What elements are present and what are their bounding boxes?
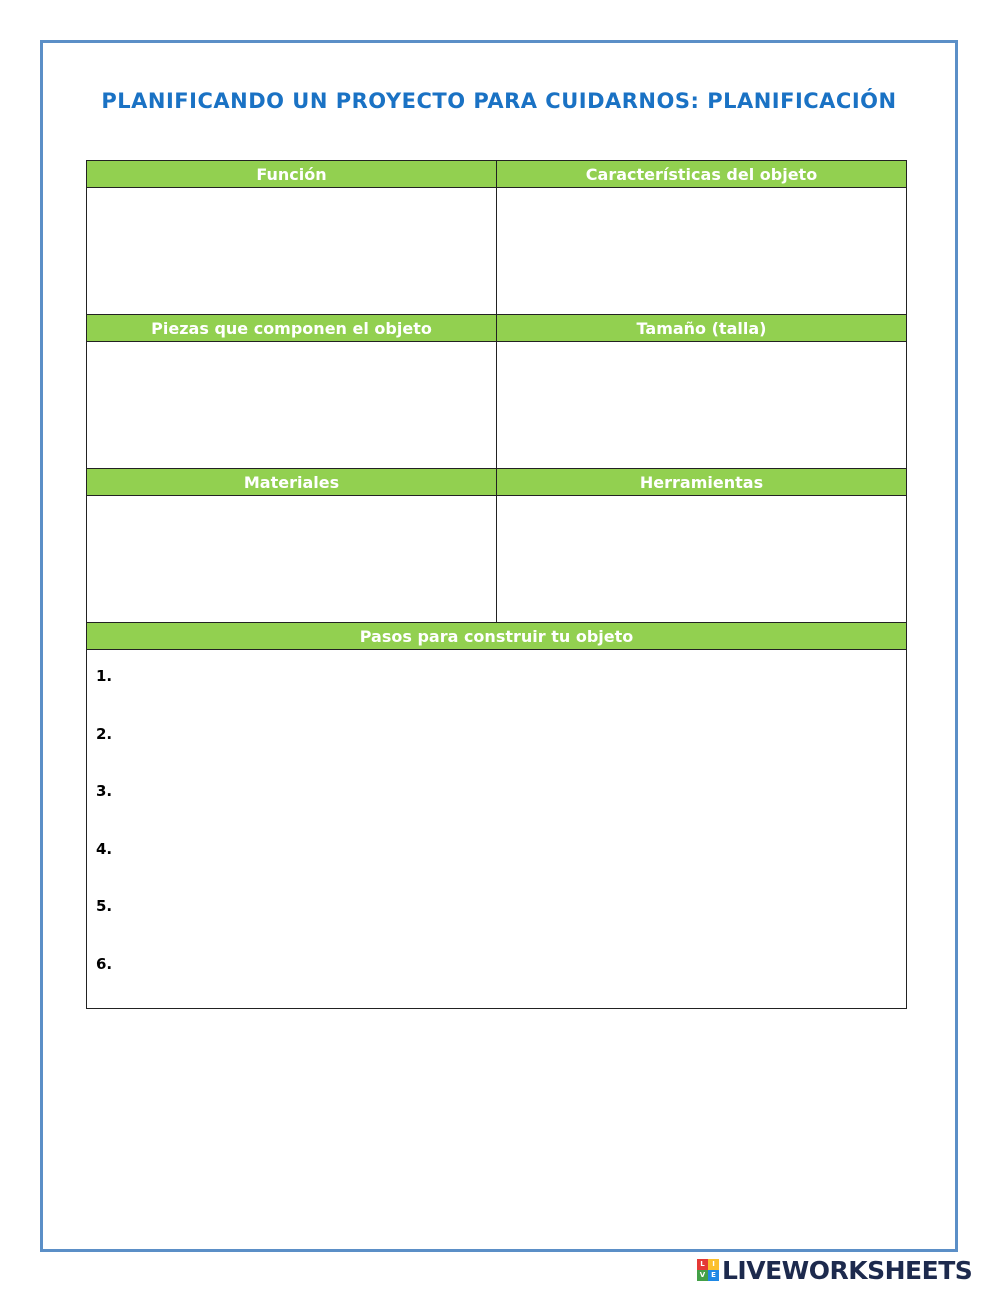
answer-area-tamano[interactable] — [497, 342, 906, 468]
cell-materiales — [87, 469, 496, 622]
planning-table — [86, 160, 907, 1009]
header-materiales: Materiales — [87, 469, 496, 496]
steps-list — [87, 650, 906, 1008]
header-caracteristicas: Características del objeto — [497, 161, 906, 188]
logo-letter: V — [697, 1270, 708, 1281]
answer-area-piezas[interactable] — [87, 342, 496, 468]
liveworksheets-logo[interactable] — [697, 1255, 972, 1285]
step-item[interactable]: 6. — [96, 954, 113, 973]
logo-text: LIVEWORKSHEETS — [722, 1255, 973, 1285]
answer-area-funcion[interactable] — [87, 188, 496, 314]
table-row-materiales — [87, 468, 906, 622]
table-row-funcion — [87, 161, 906, 314]
cell-funcion — [87, 161, 496, 314]
step-item[interactable]: 5. — [96, 897, 113, 915]
page-title: PLANIFICANDO UN PROYECTO PARA CUIDARNOS: PLANIFICACIÓN — [101, 89, 897, 113]
cell-tamano — [496, 315, 906, 468]
table-row-piezas — [87, 314, 906, 468]
header-funcion: Función — [87, 161, 496, 188]
step-item[interactable]: 4. — [96, 839, 113, 858]
table-row-pasos — [87, 622, 906, 1008]
logo-letter: I — [708, 1259, 719, 1270]
step-item[interactable]: 2. — [96, 724, 113, 743]
cell-herramientas — [496, 469, 906, 622]
cell-piezas — [87, 315, 496, 468]
answer-area-materiales[interactable] — [87, 496, 496, 622]
step-item[interactable]: 3. — [96, 782, 113, 800]
liveworksheets-logo-icon — [697, 1259, 719, 1281]
header-tamano: Tamaño (talla) — [497, 315, 906, 342]
answer-area-caracteristicas[interactable] — [497, 188, 906, 314]
cell-caracteristicas — [496, 161, 906, 314]
header-herramientas: Herramientas — [497, 469, 906, 496]
header-pasos: Pasos para construir tu objeto — [87, 623, 906, 650]
header-piezas: Piezas que componen el objeto — [87, 315, 496, 342]
answer-area-herramientas[interactable] — [497, 496, 906, 622]
step-item[interactable]: 1. — [96, 667, 113, 685]
logo-letter: L — [697, 1259, 708, 1270]
logo-letter: E — [708, 1270, 719, 1281]
